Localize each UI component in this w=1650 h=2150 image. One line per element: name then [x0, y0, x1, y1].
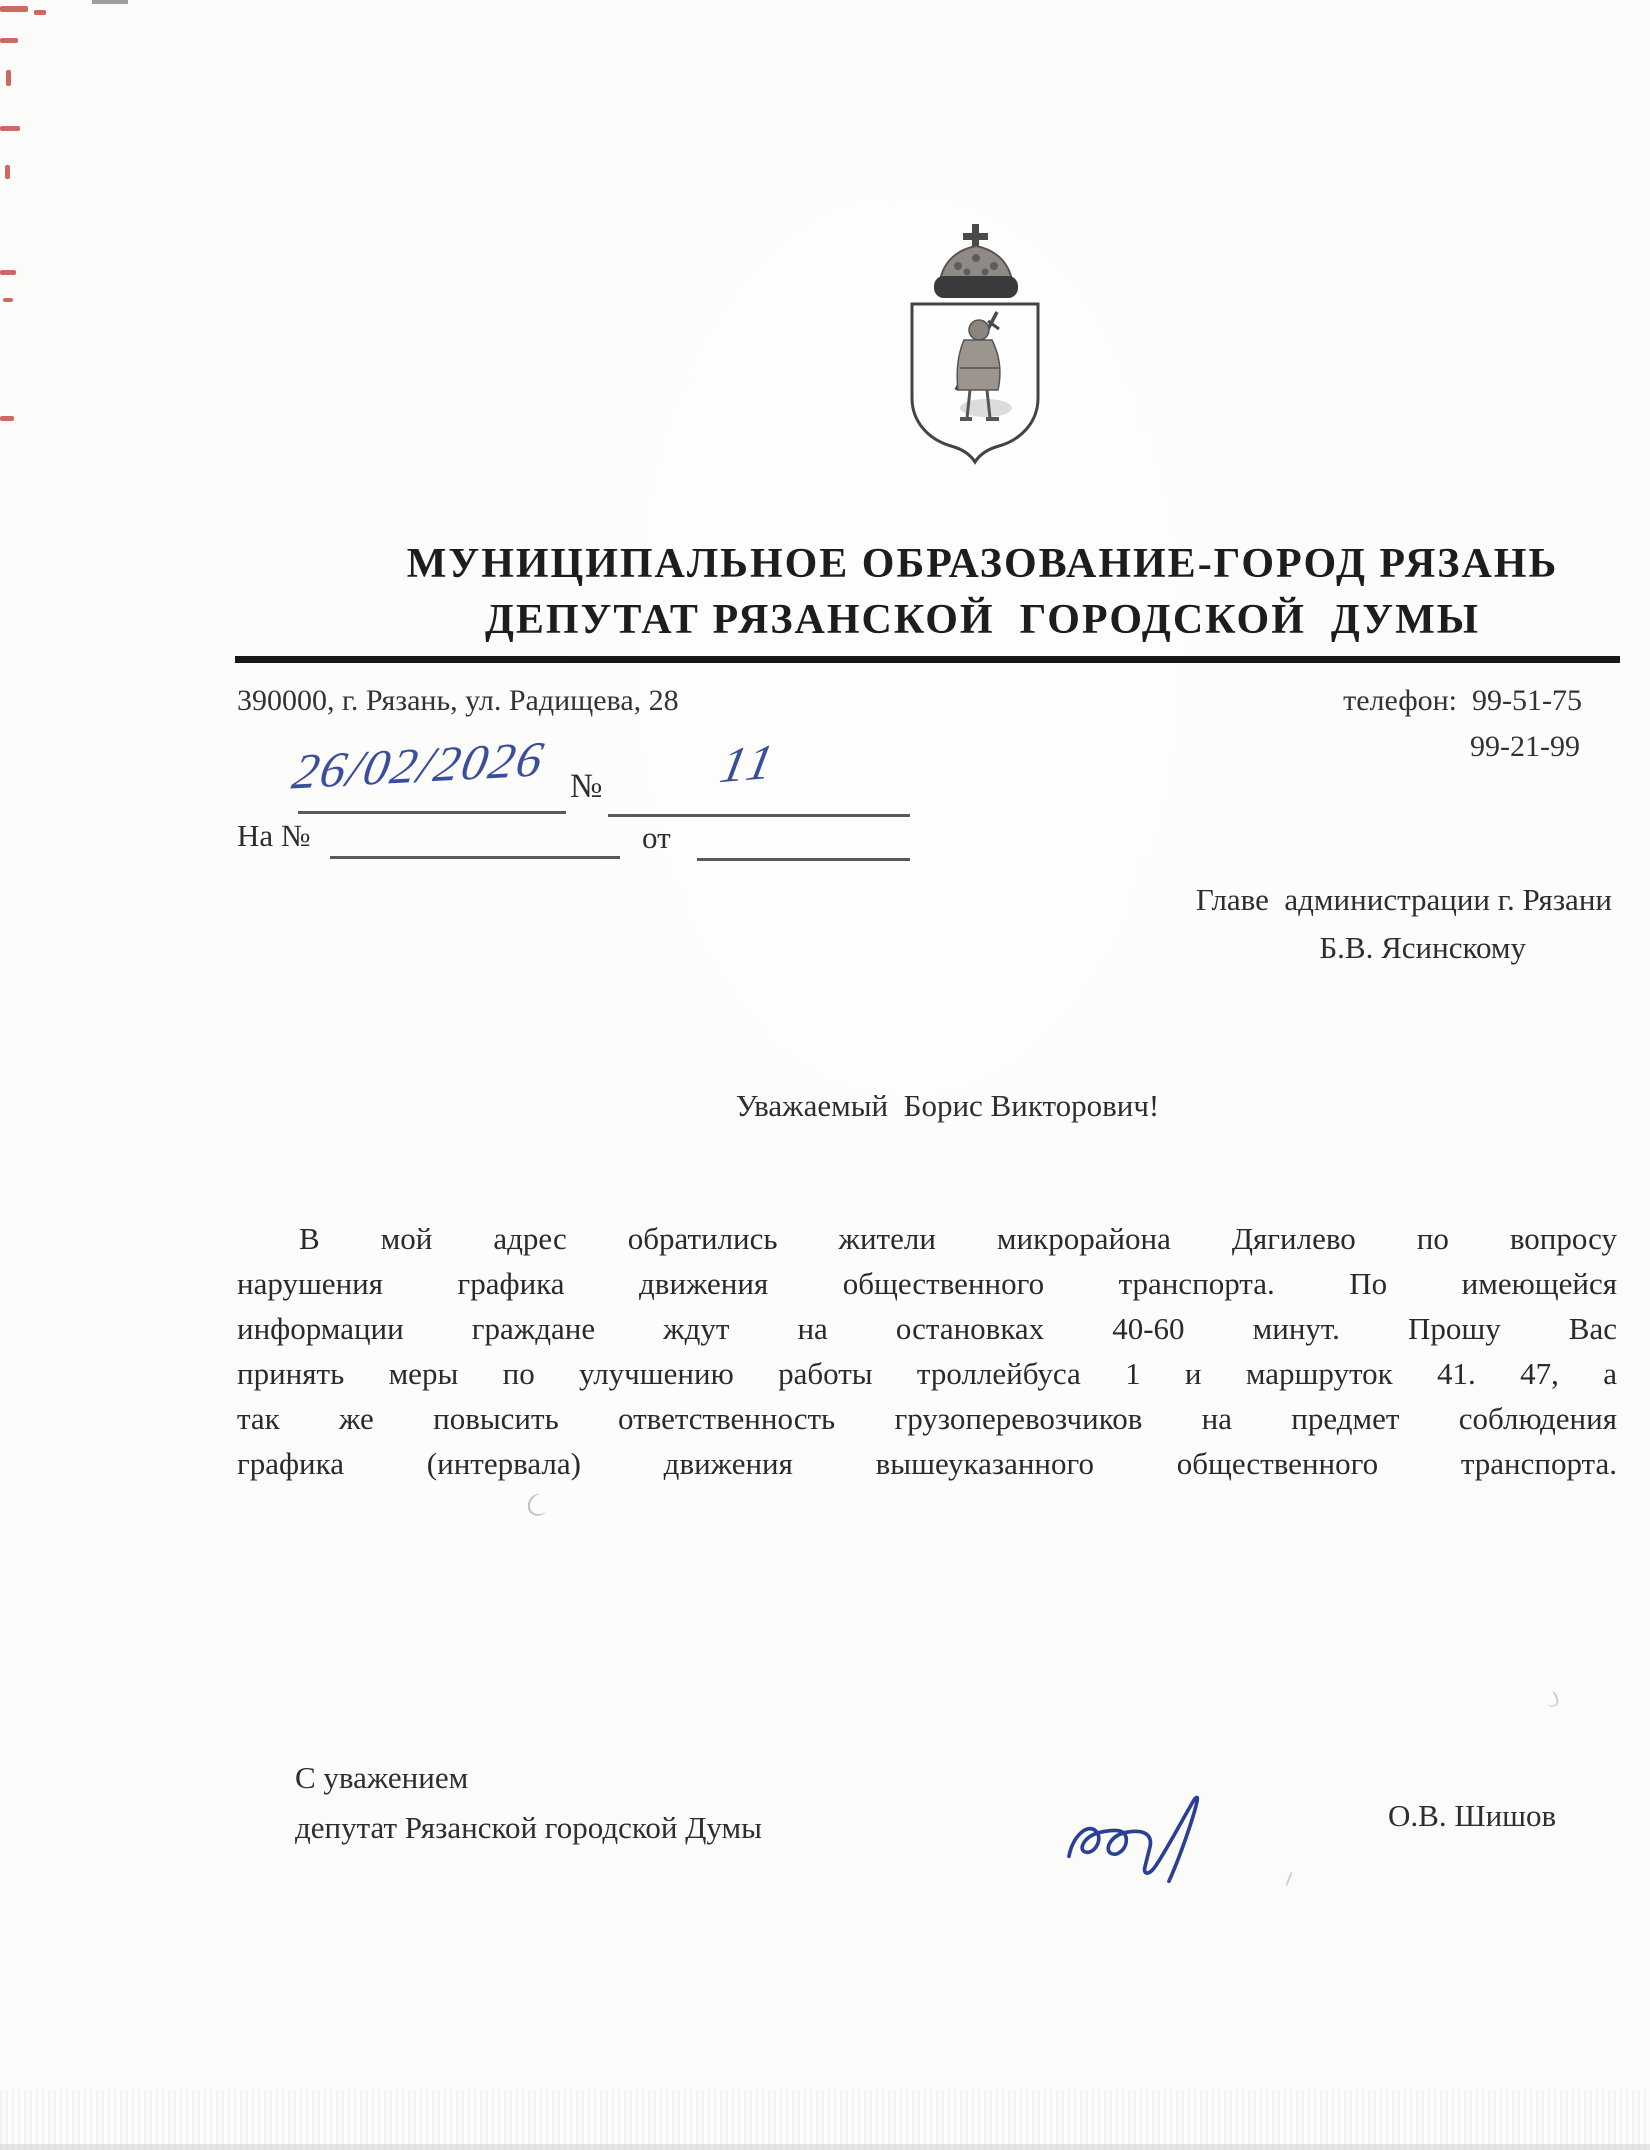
- body-line: В мой адрес обратились жители микрорайона Дягилево по вопросу: [299, 1221, 1617, 1256]
- handwritten-date: 26/02/2026: [288, 730, 550, 800]
- scan-mark: [0, 6, 28, 12]
- scan-mark: [5, 165, 10, 179]
- letterhead-rule: [235, 656, 1620, 663]
- from-label: от: [642, 820, 671, 855]
- handwritten-signature-icon: [1055, 1775, 1235, 1900]
- on-number-underline: [330, 856, 620, 859]
- scan-mark: [0, 126, 20, 131]
- on-number-label: На №: [237, 818, 311, 853]
- ryazan-coat-of-arms-icon: [900, 220, 1050, 470]
- org-name-line1: МУНИЦИПАЛЬНОЕ ОБРАЗОВАНИЕ-ГОРОД РЯЗАНЬ: [406, 541, 1559, 587]
- scan-mark: [0, 270, 16, 275]
- body-line: так же повысить ответственность грузоперевозчиков на предмет соблюдения: [237, 1401, 1617, 1436]
- body-line: принять меры по улучшению работы троллейбуса 1 и маршруток 41. 47, а: [237, 1356, 1617, 1391]
- body-line: нарушения графика движения общественного транспорта. По имеющейся: [237, 1266, 1617, 1301]
- body-line: графика (интервала) движения вышеуказанного общественного транспорта.: [237, 1446, 1617, 1481]
- letterhead-phone-1: [1343, 684, 1582, 718]
- scan-mark: [34, 10, 46, 15]
- letter-body: [237, 1216, 1617, 1486]
- phone-label: телефон:: [1343, 684, 1458, 717]
- phone-number-1: 99-51-75: [1472, 684, 1582, 717]
- scan-mark: [3, 298, 13, 302]
- addressee-block: [1196, 876, 1612, 972]
- scan-noise: [0, 2090, 1650, 2150]
- closing-with-respect: С уважением: [295, 1760, 469, 1795]
- addressee-line2: Б.В. Ясинскому: [1319, 930, 1526, 965]
- signer-name: О.В. Шишов: [1388, 1798, 1557, 1833]
- closing-position: депутат Рязанской городской Думы: [295, 1810, 762, 1845]
- salutation: Уважаемый Борис Викторович!: [735, 1088, 1160, 1123]
- letterhead-phone-2: 99-21-99: [1470, 730, 1580, 763]
- body-line: информации граждане ждут на остановках 40-60 минут. Прошу Вас: [237, 1311, 1617, 1346]
- scan-artifact: [1544, 1691, 1560, 1709]
- from-underline: [697, 858, 910, 861]
- number-underline: [608, 814, 910, 817]
- scan-mark: [6, 70, 11, 86]
- scan-artifact: [1285, 1872, 1292, 1886]
- letterhead-org-name: [290, 536, 1650, 648]
- addressee-line1: Главе администрации г. Рязани: [1195, 882, 1612, 917]
- scan-artifact: [524, 1491, 551, 1519]
- scan-mark: [0, 416, 14, 421]
- handwritten-outgoing-number: 11: [715, 732, 783, 794]
- number-sign: №: [570, 768, 603, 805]
- date-underline: [298, 811, 566, 814]
- org-name-line2: ДЕПУТАТ РЯЗАНСКОЙ ГОРОДСКОЙ ДУМЫ: [484, 597, 1481, 643]
- letterhead-address: 390000, г. Рязань, ул. Радищева, 28: [237, 684, 679, 717]
- scan-edge: [0, 2144, 1650, 2150]
- scan-artifact: [92, 0, 128, 4]
- scan-mark: [0, 38, 18, 43]
